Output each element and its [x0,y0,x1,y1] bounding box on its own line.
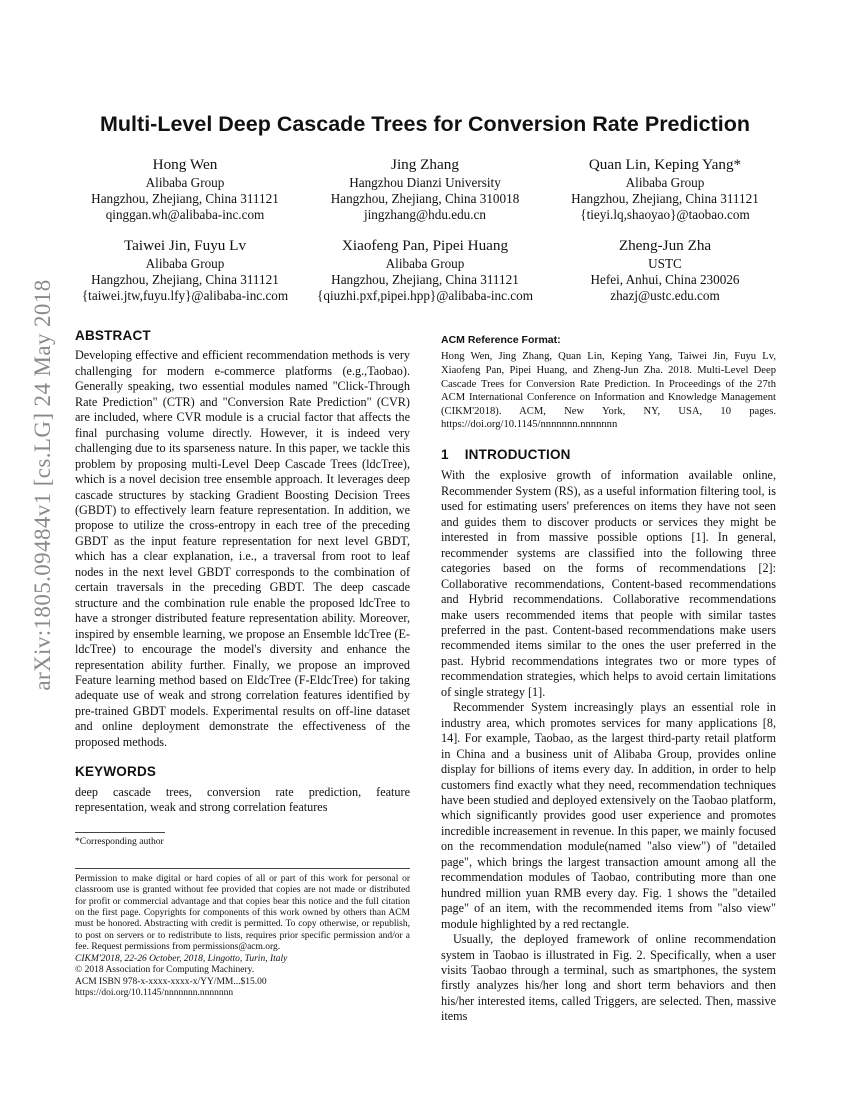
intro-paragraph: With the explosive growth of information available online, Recommender System (RS), as a useful information filtering tool, is used for estimating users' preferences on items they have not seen and guides them to discover products or services they might be interested in from massive possible options [1]. In general, recommender systems are classified into the following three categories based on the forms of recommendations [2]: Collaborative recommendations, Content-based recommendations and Hybrid recommendations. Collaborative recommendations make users recommended items that people with similar tastes preferred in the past. Content-based recommendations make users recommended items similar to the ones the user preferred in the past. Hybrid recommendations integrates two or more types of recommendation strategies, which helps to avoid certain limitations of single strategy [1]. [441,468,776,699]
author-affiliation: Alibaba Group [625,175,705,190]
author-location: Hangzhou, Zhejiang, China 311121 [91,191,279,207]
author-block-row-2 [65,236,785,305]
author-email: {tieyi.lq,shaoyao}@taobao.com [580,207,750,223]
author-block-row-1 [65,155,785,224]
author-name: Xiaofeng Pan, Pipei Huang [341,237,509,254]
left-column [75,328,410,1000]
acm-reference-text: Hong Wen, Jing Zhang, Quan Lin, Keping Yang, Taiwei Jin, Fuyu Lv, Xiaofeng Pan, Pipei Huang, and Zheng-Jun Zha. 2018. Multi-Level Deep Cascade Trees for Conversion Rate Prediction. In Proceedings of the 27th ACM International Conference on Information and Knowledge Management (CIKM'2018). ACM, New York, NY, USA, 10 pages. https://doi.org/10.1145/nnnnnnn.nnnnnnn [441,351,776,431]
right-column [441,333,776,1025]
copyright-line: © 2018 Association for Computing Machinery. [75,965,255,976]
author-affiliation: Alibaba Group [145,256,225,271]
author-email: {taiwei.jtw,fuyu.lfy}@alibaba-inc.com [81,288,289,304]
author-affiliation: Hangzhou Dianzi University [349,175,501,190]
isbn-line: ACM ISBN 978-x-xxxx-xxxx-x/YY/MM...$15.00 [75,976,267,987]
intro-paragraph: Recommender System increasingly plays an essential role in industry area, which promotes services for many applications [8, 14]. For example, Taobao, as the largest third-party retail platform in China and a business unit of Alibaba Group, provides online display for billions of items every day. In addition, in order to help customers find exactly what they need, recommendation techniques have been studied and deployed extensively on the Taobao platform, which significantly provides good user experience and promotes incredible increasement in revenue. In this paper, we mainly focused on the recommendation module(named "also view") of "detailed page", which brings the largest transaction amount among all the recommendation modules of Taobao, contributing more than one hundred million yuan RMB every day. Fig. 1 shows the "detailed page" of an item, with the recommended items from "also view" module highlighted by a red rectangle. [441,700,776,931]
keywords-heading: KEYWORDS [75,764,157,780]
author-entry [65,236,305,305]
doi-link[interactable]: https://doi.org/10.1145/nnnnnnn.nnnnnnn [75,988,234,999]
introduction-heading [441,447,776,462]
corresponding-author-footnote: *Corresponding author [75,835,164,847]
author-email: zhazj@ustc.edu.com [610,288,720,304]
author-location: Hangzhou, Zhejiang, China 311121 [91,272,279,288]
author-location: Hangzhou, Zhejiang, China 311121 [571,191,759,207]
author-email: {qiuzhi.pxf,pipei.hpp}@alibaba-inc.com [317,288,533,304]
permission-text: Permission to make digital or hard copies of all or part of this work for personal or classroom use is granted without fee provided that copies are not made or distributed for profit or commercial advantage and that copies bear this notice and the full citation on the first page. Copyrights for components of this work owned by others than ACM must be honored. Abstracting with credit is permitted. To copy otherwise, or republish, to post on servers or to redistribute to lists, requires prior specific permission and/or a fee. Request permissions from permissions@acm.org. [75,873,410,953]
author-name: Taiwei Jin, Fuyu Lv [123,237,247,254]
author-name: Quan Lin, Keping Yang* [588,156,742,173]
abstract-text: Developing effective and efficient recommendation methods is very challenging for modern e-commerce platforms (e.g.,Taobao). Generally speaking, two essential modules named "Click-Through Rate Prediction" (CTR) and "Conversion Rate Prediction" (CVR) are included, where CVR module is a crucial factor that affects the final purchasing volume directly. However, it is indeed very challenging due to its sparseness nature. In this paper, we tackle this problem by proposing multi-Level Deep Cascade Trees (ldcTree), which is a novel decision tree ensemble approach. It leverages deep cascade structures by stacking Gradient Boosting Decision Trees (GBDT) to effectively learn feature representation. In addition, we propose to utilize the cross-entropy in each tree of the preceding GBDT as the input feature representation for next level GBDT, which has a clear explanation, i.e., a traversal from root to leaf nodes in the next level GBDT corresponds to the combination of certain traversals in the preceding GBDT. The deep cascade structure and the combination rule enable the proposed ldcTree to have a stronger distributed feature representation ability. Moreover, inspired by ensemble learning, we propose an Ensemble ldcTree (E-ldcTree) to encourage the model's diversity and enhance the representation ability further. Finally, we propose an improved Feature learning method based on EldcTree (F-EldcTree) for taking adequate use of weak and strong correlation features identified by pre-trained GBDT models. Experimental results on off-line dataset and online deployment demonstrate the effectiveness of the proposed methods. [75,348,410,749]
author-name: Zheng-Jun Zha [618,237,712,254]
section-number: 1 [441,447,449,463]
author-entry [305,236,545,305]
author-entry [545,236,785,305]
author-entry [65,155,305,224]
author-email: jingzhang@hdu.edu.cn [363,207,486,223]
section-title: INTRODUCTION [464,447,571,463]
abstract-heading: ABSTRACT [75,328,151,343]
author-affiliation: Alibaba Group [385,256,465,271]
permission-notice [75,874,410,1000]
author-name: Jing Zhang [391,156,459,173]
author-affiliation: Alibaba Group [145,175,225,190]
author-location: Hefei, Anhui, China 230026 [590,272,740,288]
author-location: Hangzhou, Zhejiang, China 310018 [330,191,520,207]
permission-divider [75,868,410,869]
conference-line: CIKM'2018, 22-26 October, 2018, Lingotto, Turin, Italy [75,953,288,964]
author-email: qinggan.wh@alibaba-inc.com [105,207,265,223]
acm-reference-heading: ACM Reference Format: [441,334,561,346]
paper-title: Multi-Level Deep Cascade Trees for Conversion Rate Prediction [100,112,750,136]
author-entry [545,155,785,224]
author-name: Hong Wen [152,156,218,173]
footnote-divider [75,832,165,833]
keywords-text: deep cascade trees, conversion rate prediction, feature representation, weak and strong correlation features [75,784,410,815]
arxiv-identifier-stamp: arXiv:1805.09484v1 [cs.LG] 24 May 2018 [30,279,55,691]
author-entry [305,155,545,224]
author-location: Hangzhou, Zhejiang, China 311121 [331,272,519,288]
author-affiliation: USTC [648,256,682,271]
intro-paragraph: Usually, the deployed framework of online recommendation system in Taobao is illustrated in Fig. 2. Specifically, when a user visits Taobao through a terminal, such as smartphones, the system firstly analyzes his/her long and short term behaviors and then his/her interested items, called Triggers, are selected. Then, massive items [441,932,776,1024]
